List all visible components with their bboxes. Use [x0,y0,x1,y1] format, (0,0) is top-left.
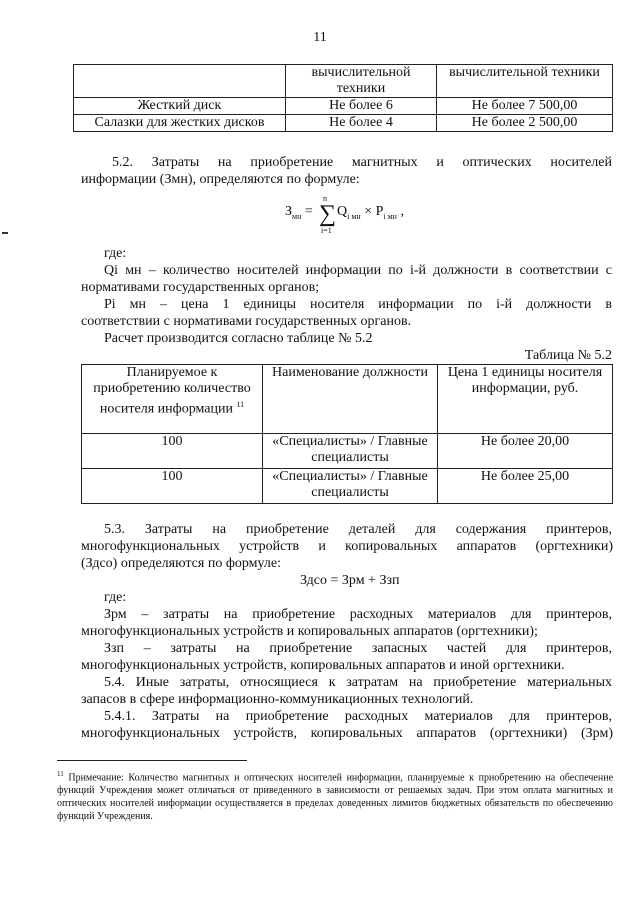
formula-zdso: Здсо = Зрм + Ззп [300,573,400,588]
footnote-divider [57,760,247,761]
table-header-row [82,365,613,434]
table-row [74,98,613,115]
column-header: Наименование должности [263,365,438,434]
table-cell: Жесткий диск [74,98,286,115]
zrm-definition-line1: Зрм – затраты на приобретение расходных материалов для принтеров, [104,607,612,622]
section-5-2-line1: 5.2. Затраты на приобретение магнитных и оптических носителей [112,155,612,170]
footnote [57,768,613,823]
q-definition-line2: нормативами государственных органов; [81,280,320,295]
section-5-3-line1: 5.3. Затраты на приобретение деталей для содержания принтеров, [104,522,612,537]
section-5-4-1-line2: многофункциональных устройств, копировальных аппаратов (оргтехники) (Зрм) [81,726,613,741]
table-cell: 100 [82,434,263,469]
table-caption: Таблица № 5.2 [524,348,612,363]
table-cell: «Специалисты» / Главные специалисты [263,434,438,469]
table-cell: Не более 25,00 [438,469,613,504]
column-header [82,365,263,434]
zzp-definition-line2: многофункциональных устройств, копировальных аппаратов и иной оргтехники. [81,658,565,673]
q-definition-line1: Qi мн – количество носителей информации по i-й должности в соответствии с [104,263,612,278]
section-5-4-line1: 5.4. Иные затраты, относящиеся к затратам на приобретение материальных [104,675,612,690]
table-cell: Салазки для жестких дисков [74,115,286,132]
section-5-3-line2: многофункциональных устройств и копировальных аппаратов (оргтехники) [81,539,613,554]
zzp-definition-line1: Ззп – затраты на приобретение запасных частей для принтеров, [104,641,612,656]
media-table [81,364,613,504]
table-row [74,65,613,98]
column-header: Цена 1 единицы носителя информации, руб. [438,365,613,434]
section-5-4-1-line1: 5.4.1. Затраты на приобретение расходных материалов для принтеров, [104,709,612,724]
table-cell: Не более 4 [286,115,437,132]
section-5-4-line2: запасов в сфере информационно-коммуникационных технологий. [81,692,474,707]
table-row [82,434,613,469]
section-5-2-line2: информации (Змн), определяются по формуле: [81,172,360,187]
footnote-ref: 11 [236,400,245,409]
p-definition-line2: соответствии с нормативами государственных органов. [81,314,412,329]
table-cell: 100 [82,469,263,504]
header-text: Планируемое к приобретению количество носителя информации [93,365,251,417]
where-label-2: где: [104,590,127,605]
p-definition-line1: Pi мн – цена 1 единицы носителя информации по i-й должности в [104,297,612,312]
zrm-definition-line2: многофункциональных устройств и копировальных аппаратов (оргтехники); [81,624,538,639]
table-cell: Не более 6 [286,98,437,115]
formula-zmn: $З_{мн}$ = n ∑ i=1 $Q_{i мн} \times P_{i мн}$ , [285,194,404,235]
footnote-text: Примечание: Количество магнитных и оптических носителей информации, планируемые к приобретению на обеспечение функций Учреждения может отличаться от приведенного в зависимости от решаемых задач. При этом оплата магнитных и оптических носителей информации осуществляется в пределах доведенных лимитов бюджетных обязательств по обеспечению функций Учреждения. [57,772,614,823]
calc-reference: Расчет производится согласно таблице № 5.2 [104,331,373,346]
table-cell: Не более 20,00 [438,434,613,469]
table-cell: вычислительной техники [286,65,437,98]
equipment-table [73,64,613,132]
footnote-number: 11 [57,770,64,778]
table-cell: «Специалисты» / Главные специалисты [263,469,438,504]
table-cell [74,65,286,98]
section-5-3-line3: (Здсо) определяются по формуле: [81,556,282,571]
table-cell: Не более 2 500,00 [437,115,613,132]
table-row [74,115,613,132]
page-number: 11 [313,30,327,45]
table-cell: Не более 7 500,00 [437,98,613,115]
table-cell: вычислительной техники [437,65,613,98]
where-label: где: [104,246,127,261]
scan-mark [2,232,8,234]
table-row [82,469,613,504]
